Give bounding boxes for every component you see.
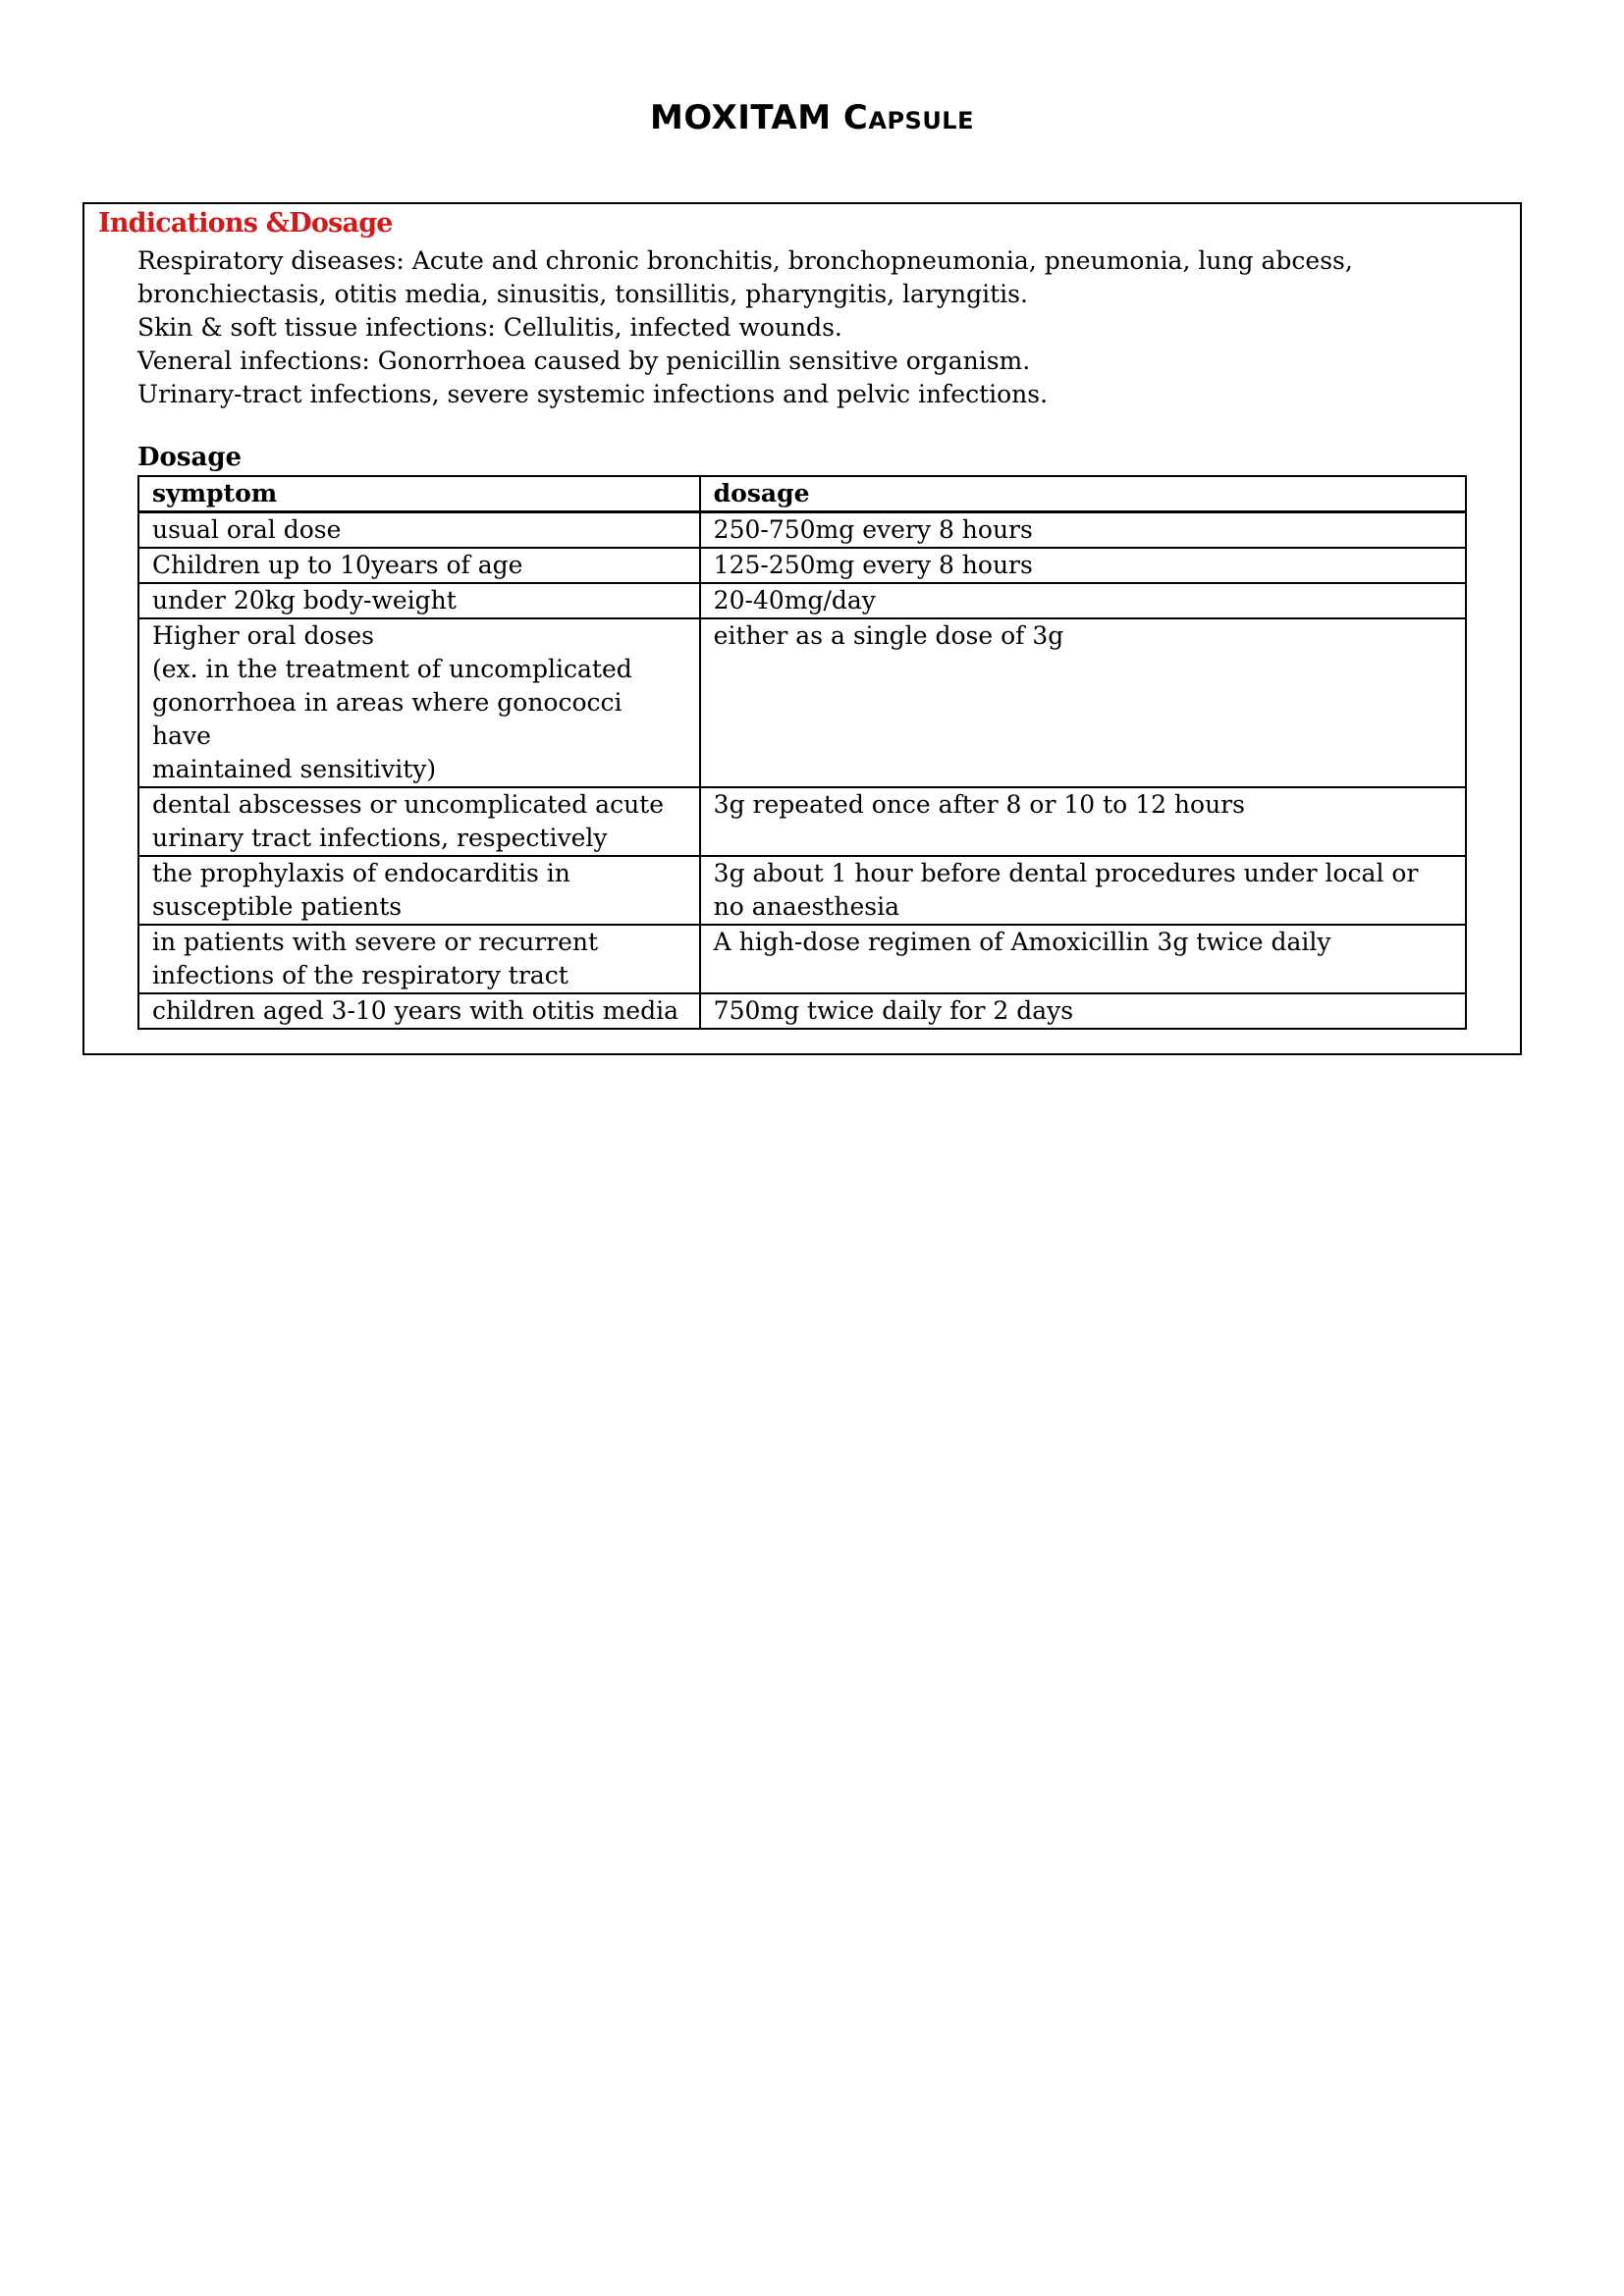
dosage-cell [700, 618, 1466, 787]
indication-line: Respiratory diseases: Acute and chronic bronchitis, bronchopneumonia, pneumonia, lung abcess, [137, 246, 1353, 275]
table-row [138, 583, 1466, 618]
symptom-line: gonorrhoea in areas where gonococci have [152, 688, 623, 750]
dosage-line: 750mg twice daily for 2 days [713, 996, 1074, 1025]
indications-heading: Indications &Dosage [98, 208, 393, 239]
dosage-cell [700, 512, 1466, 549]
table-row [138, 512, 1466, 549]
dosage-line: 20-40mg/day [713, 586, 876, 614]
dosage-line: 3g about 1 hour before dental procedures under local or [713, 859, 1419, 887]
symptom-cell [138, 856, 700, 925]
symptom-line: maintained sensitivity) [152, 755, 437, 783]
indication-line: Skin & soft tissue infections: Cellulitis, infected wounds. [137, 313, 842, 342]
symptom-cell [138, 512, 700, 549]
symptom-cell [138, 583, 700, 618]
title-main: MOXITAM [649, 98, 832, 137]
dosage-line: no anaesthesia [713, 892, 899, 921]
dosage-line: 125-250mg every 8 hours [713, 551, 1033, 579]
indications-text [137, 244, 1492, 411]
indication-line: Veneral infections: Gonorrhoea caused by penicillin sensitive organism. [137, 347, 1031, 375]
dosage-line: 3g repeated once after 8 or 10 to 12 hours [713, 790, 1245, 819]
symptom-cell [138, 925, 700, 993]
symptom-line: susceptible patients [152, 892, 403, 921]
title-suffix: Capsule [842, 98, 974, 137]
symptom-line: under 20kg body-weight [152, 586, 457, 614]
table-row [138, 925, 1466, 993]
symptom-line: the prophylaxis of endocarditis in [152, 859, 570, 887]
column-header-symptom: symptom [138, 476, 700, 512]
dosage-label: Dosage [137, 443, 243, 472]
symptom-cell [138, 993, 700, 1029]
indication-line: bronchiectasis, otitis media, sinusitis, tonsillitis, pharyngitis, laryngitis. [137, 280, 1028, 308]
table-row [138, 618, 1466, 787]
indication-line: Urinary-tract infections, severe systemic infections and pelvic infections. [137, 380, 1049, 408]
page-title [0, 98, 1624, 137]
table-header-row [138, 476, 1466, 512]
symptom-line: dental abscesses or uncomplicated acute [152, 790, 665, 819]
dosage-line: 250-750mg every 8 hours [713, 515, 1033, 544]
dosage-cell [700, 583, 1466, 618]
column-header-dosage: dosage [700, 476, 1466, 512]
dosage-cell [700, 856, 1466, 925]
table-row [138, 787, 1466, 856]
table-row [138, 856, 1466, 925]
dosage-line: either as a single dose of 3g [713, 621, 1064, 650]
symptom-line: (ex. in the treatment of uncomplicated [152, 655, 632, 683]
dosage-line: A high-dose regimen of Amoxicillin 3g twice daily [713, 928, 1331, 956]
symptom-line: infections of the respiratory tract [152, 961, 568, 989]
dosage-table [137, 475, 1467, 1030]
symptom-line: children aged 3-10 years with otitis media [152, 996, 679, 1025]
symptom-line: Children up to 10years of age [152, 551, 523, 579]
symptom-line: in patients with severe or recurrent [152, 928, 599, 956]
dosage-cell [700, 787, 1466, 856]
table-row [138, 548, 1466, 583]
table-row [138, 993, 1466, 1029]
symptom-cell [138, 548, 700, 583]
dosage-cell [700, 925, 1466, 993]
dosage-cell [700, 993, 1466, 1029]
symptom-line: urinary tract infections, respectively [152, 824, 608, 852]
dosage-table-body [138, 512, 1466, 1030]
symptom-line: usual oral dose [152, 515, 342, 544]
symptom-line: Higher oral doses [152, 621, 374, 650]
symptom-cell [138, 787, 700, 856]
dosage-cell [700, 548, 1466, 583]
symptom-cell [138, 618, 700, 787]
